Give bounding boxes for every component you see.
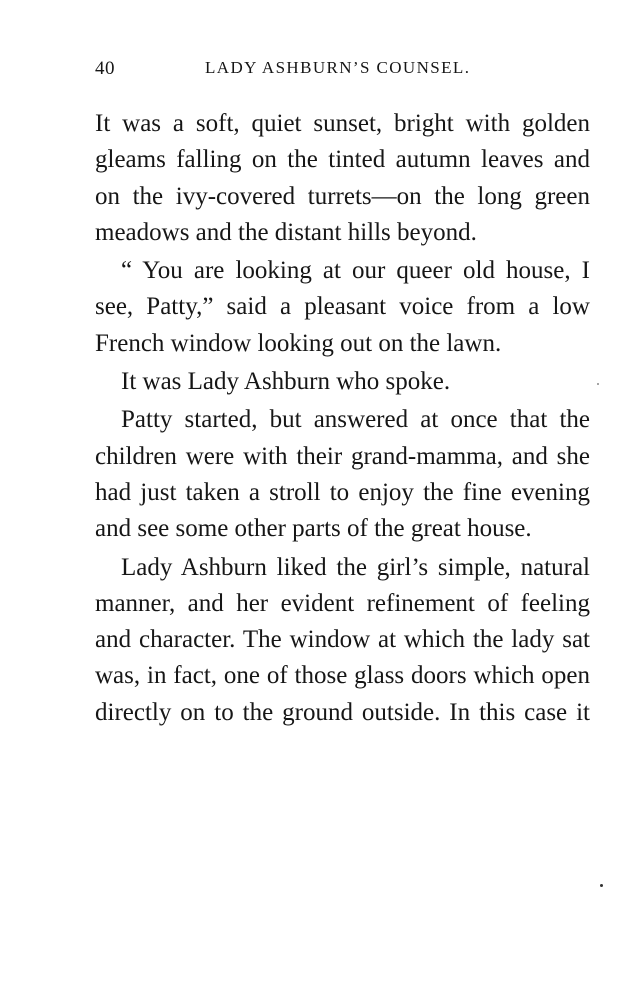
paragraph-2: “ You are looking at our queer old house, I see, Patty,” said a pleasant voice from a low French window looking out on the lawn. <box>95 257 590 357</box>
running-title: LADY ASHBURN’S COUNSEL. <box>205 58 471 77</box>
paragraph-4: Patty started, but answered at once that the children were with their grand-mamma, and she had just taken a stroll to enjoy the fine evening and see some other parts of the great house. <box>95 406 590 543</box>
print-speck <box>597 383 599 385</box>
paragraph-5: Lady Ashburn liked the girl’s simple, natural manner, and her evident refinement of feeling and character. The window at which the lady sat was, in fact, one of those glass doors which open directly on to the ground outside. In this case it <box>95 553 590 726</box>
page-number: 40 <box>95 58 115 79</box>
print-speck <box>600 884 603 887</box>
body-text <box>95 106 590 733</box>
page-header <box>95 58 590 82</box>
paragraph-3: It was Lady Ashburn who spoke. <box>121 368 451 396</box>
paragraph-1: It was a soft, quiet sunset, bright with golden gleams falling on the tinted autumn leaves and on the ivy-covered turrets—on the long green meadows and the distant hills beyond. <box>95 110 590 246</box>
